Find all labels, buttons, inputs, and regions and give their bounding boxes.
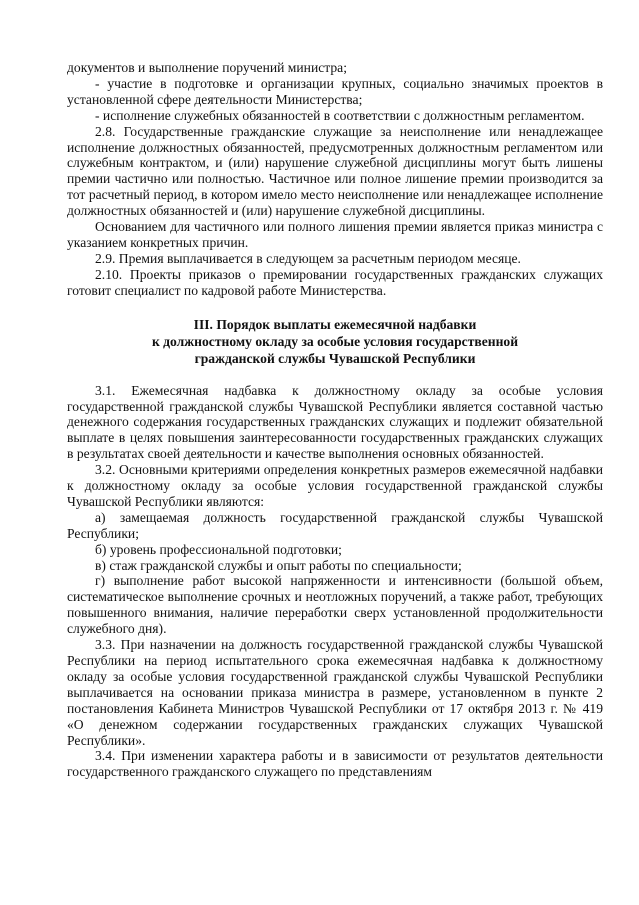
paragraph-2-8: 2.8. Государственные гражданские служащие за неисполнение или ненадлежащее исполнение должностных обязанностей, предусмотренных должностным регламентом или служебным контрактом, и (или) нарушение служебной дисциплины могут быть лишены премии частично или полностью. Частичное или полное лишение премии производится за тот расчетный период, в котором имело место неисполнение или ненадлежащее исполнение должностных обязанностей и (или) нарушение служебной дисциплины. [67,123,603,219]
paragraph-3-2: 3.2. Основными критериями определения конкретных размеров ежемесячной надбавки к должностному окладу за особые условия государственной гражданской службы Чувашской Республики являются: [67,462,603,509]
section-heading-line: III. Порядок выплаты ежемесячной надбавки [193,316,477,332]
list-item-b: б) уровень профессиональной подготовки; [95,541,342,557]
section-heading [67,316,603,367]
list-item-a: а) замещаемая должность государственной гражданской службы Чувашской Республики; [67,509,603,541]
section-heading-line: к должностному окладу за особые условия государственной [151,333,519,349]
paragraph-2-10: 2.10. Проекты приказов о премировании государственных гражданских служащих готовит специалист по кадровой работе Министерства. [67,266,603,298]
paragraph-2-9: 2.9. Премия выплачивается в следующем за расчетным периодом месяце. [95,250,521,266]
list-item-v: в) стаж гражданской службы и опыт работы по специальности; [95,557,462,573]
paragraph-3-1: 3.1. Ежемесячная надбавка к должностному окладу за особые условия государственной гражданской службы Чувашской Республики является составной частью денежного содержания государственных гражданских служащих и подлежит обязательной выплате в целях повышения заинтересованности государственных гражданских служащих в результатах своей деятельности и качестве выполнения основных обязанностей. [67,382,603,462]
section-heading-line: гражданской службы Чувашской Республики [194,350,476,366]
paragraph-basis: Основанием для частичного или полного лишения премии является приказ министра с указанием конкретных причин. [67,219,603,250]
paragraph-3-3: 3.3. При назначении на должность государственной гражданской службы Чувашской Республики на период испытательного срока ежемесячная надбавка к должностному окладу за особые условия государственной гражданской службы Чувашской Республики выплачивается на основании приказа министра в размере, установленном в пункте 2 постановления Кабинета Министров Чувашской Республики от 17 октября 2013 г. № 419 «О денежном содержании государственных гражданских служащих Чувашской Республики». [67,637,603,748]
paragraph-item-duties: - исполнение служебных обязанностей в соответствии с должностным регламентом. [95,107,585,123]
paragraph-3-4: 3.4. При изменении характера работы и в зависимости от результатов деятельности государственного гражданского служащего по представлениям [67,748,603,780]
list-item-g: г) выполнение работ высокой напряженности и интенсивности (большой объем, систематическое выполнение срочных и неотложных поручений, а также работ, требующих повышенного внимания, наличие переработки сверх установленной продолжительности служебного дня). [67,573,603,637]
paragraph-continuation: документов и выполнение поручений министра; [67,60,347,75]
paragraph-item-projects: - участие в подготовке и организации крупных, социально значимых проектов в установленной сфере деятельности Министерства; [67,75,603,107]
